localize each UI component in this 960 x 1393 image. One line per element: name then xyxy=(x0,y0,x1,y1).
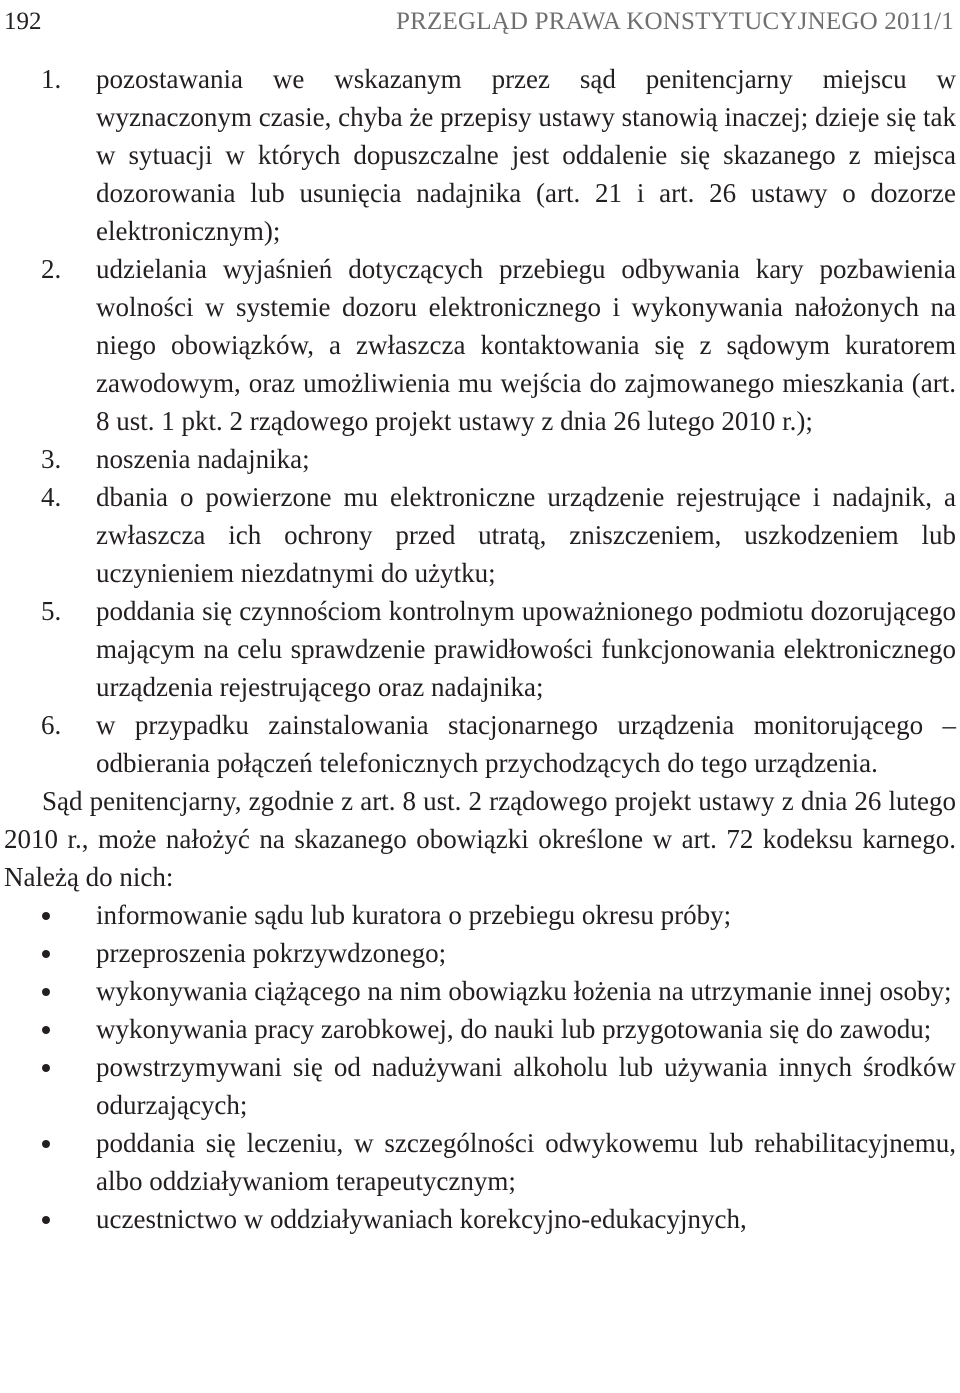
bullet-item xyxy=(4,1048,956,1124)
bullet-text: powstrzymywani się od nadużywani alkoholu lub używania innych środków odurzających; xyxy=(96,1052,956,1120)
bullet-icon xyxy=(42,988,50,996)
bullet-text: informowanie sądu lub kuratora o przebiegu okresu próby; xyxy=(96,900,732,930)
item-number: 4. xyxy=(41,482,62,512)
item-text: noszenia nadajnika; xyxy=(96,444,310,474)
bullet-item xyxy=(4,1124,956,1200)
item-text: dbania o powierzone mu elektroniczne urządzenie rejestrujące i nadajnik, a zwłaszcza ich ochrony przed utratą, zniszczeniem, uszkodzeniem lub uczynieniem niezdatnymi do użytku; xyxy=(96,482,956,588)
bullet-text: uczestnictwo w oddziaływaniach korekcyjno-edukacyjnych, xyxy=(96,1204,747,1234)
bullet-text: poddania się leczeniu, w szczególności odwykowemu lub rehabilitacyjnemu, albo oddziaływaniom terapeutycznym; xyxy=(96,1128,956,1196)
obligations-list xyxy=(4,60,956,782)
bullet-list xyxy=(4,896,956,1238)
bullet-icon xyxy=(42,1064,50,1072)
bullet-icon xyxy=(42,912,50,920)
bullet-text: wykonywania pracy zarobkowej, do nauki lub przygotowania się do zawodu; xyxy=(96,1014,932,1044)
bullet-icon xyxy=(42,1026,50,1034)
bullet-text: przeproszenia pokrzywdzonego; xyxy=(96,938,447,968)
bullet-item xyxy=(4,896,956,934)
bullet-item xyxy=(4,1200,956,1238)
bullet-icon xyxy=(42,1216,50,1224)
item-number: 5. xyxy=(41,596,62,626)
list-item xyxy=(4,250,956,440)
item-number: 3. xyxy=(41,444,62,474)
item-text: w przypadku zainstalowania stacjonarnego urządzenia monitorującego – odbierania połączeń telefonicznych przychodzących do tego urządzenia. xyxy=(96,710,956,778)
item-text: poddania się czynnościom kontrolnym upoważnionego podmiotu dozorującego mającym na celu sprawdzenie prawidłowości funkcjonowania elektronicznego urządzenia rejestrującego oraz nadajnika; xyxy=(96,596,956,702)
bullet-icon xyxy=(42,950,50,958)
item-text: udzielania wyjaśnień dotyczących przebiegu odbywania kary pozbawienia wolności w systemie dozoru elektronicznego i wykonywania nałożonych na niego obowiązków, a zwłaszcza kontaktowania się z sądowym kuratorem zawodowym, oraz umożliwienia mu wejścia do zajmowanego mieszkania (art. 8 ust. 1 pkt. 2 rządowego projekt ustawy z dnia 26 lutego 2010 r.); xyxy=(96,254,956,436)
bullet-item xyxy=(4,972,956,1010)
list-item xyxy=(4,706,956,782)
list-item xyxy=(4,478,956,592)
item-number: 1. xyxy=(41,64,62,94)
bullet-item xyxy=(4,1010,956,1048)
bullet-text: wykonywania ciążącego na nim obowiązku łożenia na utrzymanie innej osoby; xyxy=(96,976,952,1006)
item-text: pozostawania we wskazanym przez sąd penitencjarny miejscu w wyznaczonym czasie, chyba że przepisy ustawy stanowią inaczej; dzieje się tak w sytuacji w których dopuszczalne jest oddalenie się skazanego z miejsca dozorowania lub usunięcia nadajnika (art. 21 i art. 26 ustawy o dozorze elektronicznym); xyxy=(96,64,956,246)
list-item xyxy=(4,440,956,478)
bullet-item xyxy=(4,934,956,972)
bullet-icon xyxy=(42,1140,50,1148)
body-text xyxy=(4,60,956,1238)
running-header xyxy=(4,2,954,42)
journal-title: PRZEGLĄD PRAWA KONSTYTUCYJNEGO 2011/1 xyxy=(396,8,954,35)
page-number: 192 xyxy=(4,8,42,35)
body-paragraph: Sąd penitencjarny, zgodnie z art. 8 ust. 2 rządowego projekt ustawy z dnia 26 lutego 2010 r., może nałożyć na skazanego obowiązki określone w art. 72 kodeksu karnego. Należą do nich: xyxy=(4,786,956,892)
list-item xyxy=(4,60,956,250)
item-number: 6. xyxy=(41,710,62,740)
item-number: 2. xyxy=(41,254,62,284)
list-item xyxy=(4,592,956,706)
